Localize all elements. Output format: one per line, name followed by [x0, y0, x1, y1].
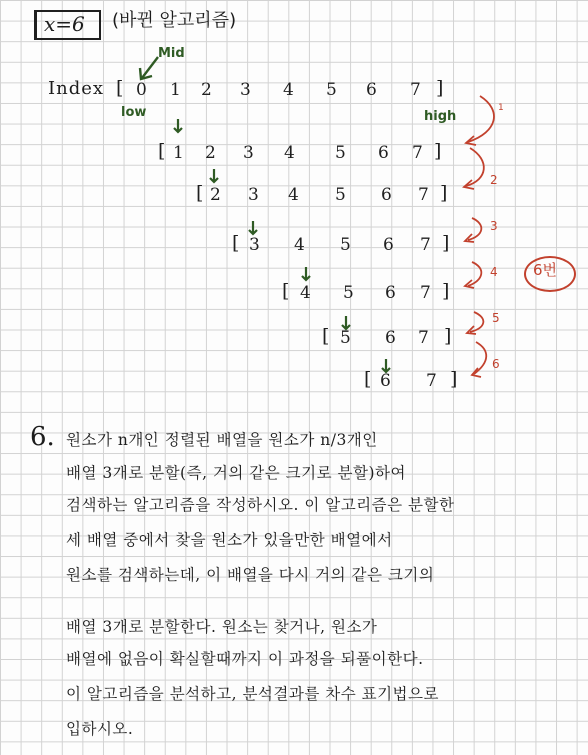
low-label: low: [121, 105, 147, 120]
index-cell: 6: [385, 328, 396, 348]
problem-line: 검색하는 알고리즘을 작성하시오. 이 알고리즘은 분할한: [66, 496, 455, 514]
boxed-condition-text: x=6: [44, 12, 85, 36]
bracket-open: [: [232, 232, 240, 254]
bracket-close: ]: [442, 232, 450, 254]
index-cell: 4: [283, 80, 294, 100]
index-cell: 6: [381, 185, 392, 205]
index-cell: 5: [335, 143, 346, 163]
mid-arrow-icon: [136, 54, 162, 82]
answer-text: 6번: [533, 261, 558, 279]
index-cell: 5: [340, 328, 351, 348]
index-cell: 4: [288, 185, 299, 205]
problem-line: 배열 3개로 분할(즉, 거의 같은 크기로 분할)하여: [66, 464, 406, 482]
index-cell: 6: [383, 235, 394, 255]
index-cell: 6: [378, 143, 389, 163]
problem-line: 배열에 없음이 확실할때까지 이 과정을 되풀이한다.: [66, 650, 424, 668]
problem-line: 세 배열 중에서 찾을 원소가 있을만한 배열에서: [66, 531, 393, 549]
bracket-open: [: [158, 140, 166, 162]
index-cell: 7: [418, 328, 429, 348]
index-cell: 1: [170, 80, 181, 100]
index-cell: 6: [385, 283, 396, 303]
bracket-close: ]: [444, 325, 452, 347]
step-number: 4: [490, 265, 498, 279]
index-cell: 4: [300, 283, 311, 303]
index-cell: 5: [326, 80, 337, 100]
index-cell: 0: [136, 80, 147, 100]
index-cell: 5: [340, 235, 351, 255]
index-cell: 3: [243, 143, 254, 163]
index-cell: 2: [201, 80, 212, 100]
bracket-close: ]: [442, 280, 450, 302]
header-note: (바뀐 알고리즘): [112, 10, 237, 31]
step-number: 3: [490, 219, 498, 233]
index-cell: 7: [412, 143, 423, 163]
index-cell: 4: [284, 143, 295, 163]
bracket-open: [: [364, 368, 372, 390]
index-cell: 6: [366, 80, 377, 100]
index-label: Index: [48, 78, 105, 99]
index-cell: 7: [420, 283, 431, 303]
bracket-close: ]: [440, 182, 448, 204]
down-arrow-icon: [247, 220, 259, 236]
problem-line: 입하시오.: [66, 720, 134, 738]
index-cell: 3: [249, 235, 260, 255]
down-arrow-icon: [208, 168, 220, 184]
index-cell: 4: [294, 235, 305, 255]
high-label: high: [424, 109, 457, 124]
step-curves: [450, 90, 520, 390]
step-number: 6: [492, 357, 500, 371]
step-number: 1: [498, 103, 504, 113]
bracket-open: [: [196, 182, 204, 204]
problem-line: 원소가 n개인 정렬된 배열을 원소가 n/3개인: [66, 431, 378, 449]
step-number: 5: [492, 311, 500, 325]
mid-label: Mid: [158, 46, 185, 61]
bracket-close: ]: [450, 368, 458, 390]
index-cell: 1: [173, 143, 184, 163]
down-arrow-icon: [172, 118, 184, 134]
index-cell: 7: [420, 235, 431, 255]
index-cell: 2: [210, 185, 221, 205]
problem-line: 이 알고리즘을 분석하고, 분석결과를 차수 표기법으로: [66, 685, 439, 703]
index-cell: 5: [335, 185, 346, 205]
problem-line: 배열 3개로 분할한다. 원소는 찾거나, 원소가: [66, 618, 378, 636]
index-cell: 6: [380, 371, 391, 391]
bracket-open: [: [282, 280, 290, 302]
index-cell: 7: [426, 371, 437, 391]
bracket-close: ]: [434, 140, 442, 162]
problem-number: 6.: [30, 422, 55, 452]
index-cell: 2: [205, 143, 216, 163]
index-cell: 5: [343, 283, 354, 303]
problem-line: 원소를 검색하는데, 이 배열을 다시 거의 같은 크기의: [66, 566, 435, 584]
down-arrow-icon: [300, 266, 312, 282]
bracket-open: [: [116, 77, 124, 99]
index-cell: 3: [240, 80, 251, 100]
bracket-open: [: [322, 325, 330, 347]
index-cell: 3: [248, 185, 259, 205]
index-cell: 7: [410, 80, 421, 100]
step-number: 2: [490, 173, 498, 187]
bracket-close: ]: [436, 77, 444, 99]
index-cell: 7: [418, 185, 429, 205]
